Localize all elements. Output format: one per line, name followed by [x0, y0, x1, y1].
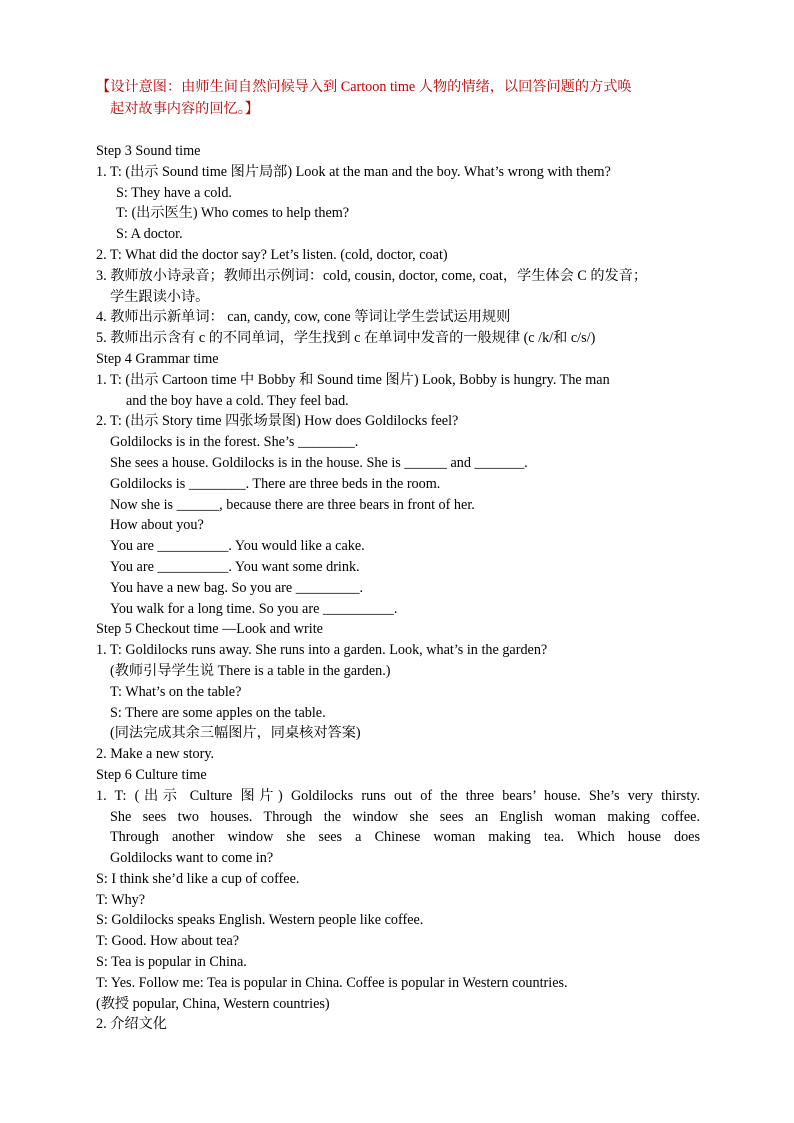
step3-item-2: 2. T: What did the doctor say? Let’s listen. (cold, doctor, coat)	[96, 246, 448, 263]
step6-teacher-1: T: Why?	[96, 891, 146, 908]
step3-item-3-cont: 学生跟读小诗。	[110, 288, 210, 305]
document-page	[96, 76, 700, 1035]
step4-blank-line-5: You are __________. You would like a cake.	[110, 538, 365, 555]
step4-blank-line-2: She sees a house. Goldilocks is in the house. She is ______ and _______.	[110, 454, 528, 471]
design-note-line-1: 【设计意图：由师生间自然问候导入到 Cartoon time 人物的情绪，以回答问题的方式唤	[96, 79, 632, 95]
step4-how-about-you: How about you?	[110, 517, 204, 534]
step3-item-4: 4. 教师出示新单词： can, candy, cow, cone 等词让学生尝试运用规则	[96, 309, 511, 326]
step3-heading: Step 3 Sound time	[96, 143, 201, 159]
step4-blank-line-7: You have a new bag. So you are _________.	[110, 579, 364, 596]
step4-item-1: 1. T: (出示 Cartoon time 中 Bobby 和 Sound time 图片) Look, Bobby is hungry. The man	[96, 371, 610, 388]
step6-heading: Step 6 Culture time	[96, 766, 207, 783]
step5-item-2: 2. Make a new story.	[96, 746, 215, 763]
step6-item-1: 1. T: (出示 Culture 图片) Goldilocks runs out of the three bears’ house. She’s very thirsty.	[96, 787, 700, 804]
step4-item-1-cont: and the boy have a cold. They feel bad.	[126, 392, 349, 409]
step4-item-2: 2. T: (出示 Story time 四张场景图) How does Goldilocks feel?	[96, 413, 459, 430]
step4-blank-line-1: Goldilocks is in the forest. She’s ________.	[110, 434, 359, 451]
step6-item-1-cont-3: Goldilocks want to come in?	[110, 850, 274, 867]
step6-item-1-cont-2: Through another window she sees a Chinese woman making tea. Which house does	[110, 829, 700, 846]
design-note-line-2: 起对故事内容的回忆。】	[110, 101, 259, 117]
step6-teacher-2: T: Good. How about tea?	[96, 933, 240, 950]
step6-student-1: S: I think she’d like a cup of coffee.	[96, 870, 300, 887]
step5-item-1: 1. T: Goldilocks runs away. She runs into a garden. Look, what’s in the garden?	[96, 642, 548, 659]
step6-item-1-cont-1: She sees two houses. Through the window she sees an English woman making coffee.	[110, 808, 700, 825]
step6-student-2: S: Goldilocks speaks English. Western people like coffee.	[96, 912, 424, 929]
step5-guide-note: (教师引导学生说 There is a table in the garden.)	[110, 662, 391, 679]
step5-method-note: (同法完成其余三幅图片，同桌核对答案)	[110, 725, 361, 742]
step3-item-5: 5. 教师出示含有 c 的不同单词，学生找到 c 在单词中发音的一般规律 (c /k/和 c/s/)	[96, 330, 596, 347]
step6-teach-note: (教授 popular, China, Western countries)	[96, 995, 330, 1012]
step5-heading: Step 5 Checkout time —Look and write	[96, 621, 323, 638]
step6-teacher-3: T: Yes. Follow me: Tea is popular in China. Coffee is popular in Western countries.	[96, 974, 568, 991]
step4-blank-line-3: Goldilocks is ________. There are three beds in the room.	[110, 475, 441, 492]
design-intent-note	[96, 76, 700, 120]
step3-item-1: 1. T: (出示 Sound time 图片局部) Look at the man and the boy. What’s wrong with them?	[96, 163, 611, 180]
step3-item-3: 3. 教师放小诗录音；教师出示例词：cold, cousin, doctor, come, coat，学生体会 C 的发音；	[96, 267, 648, 284]
step4-blank-line-8: You walk for a long time. So you are __________.	[110, 600, 398, 617]
step4-blank-line-4: Now she is ______, because there are three bears in front of her.	[110, 496, 475, 513]
step3-student-reply: S: They have a cold.	[116, 184, 232, 201]
step5-teacher-question: T: What’s on the table?	[110, 683, 242, 700]
step3-student-answer: S: A doctor.	[116, 226, 183, 243]
step4-heading: Step 4 Grammar time	[96, 350, 219, 367]
step6-student-3: S: Tea is popular in China.	[96, 954, 247, 971]
step5-student-answer: S: There are some apples on the table.	[110, 704, 326, 721]
step3-teacher-question: T: (出示医生) Who comes to help them?	[116, 205, 350, 222]
step4-blank-line-6: You are __________. You want some drink.	[110, 558, 360, 575]
step6-item-2: 2. 介绍文化	[96, 1016, 167, 1033]
